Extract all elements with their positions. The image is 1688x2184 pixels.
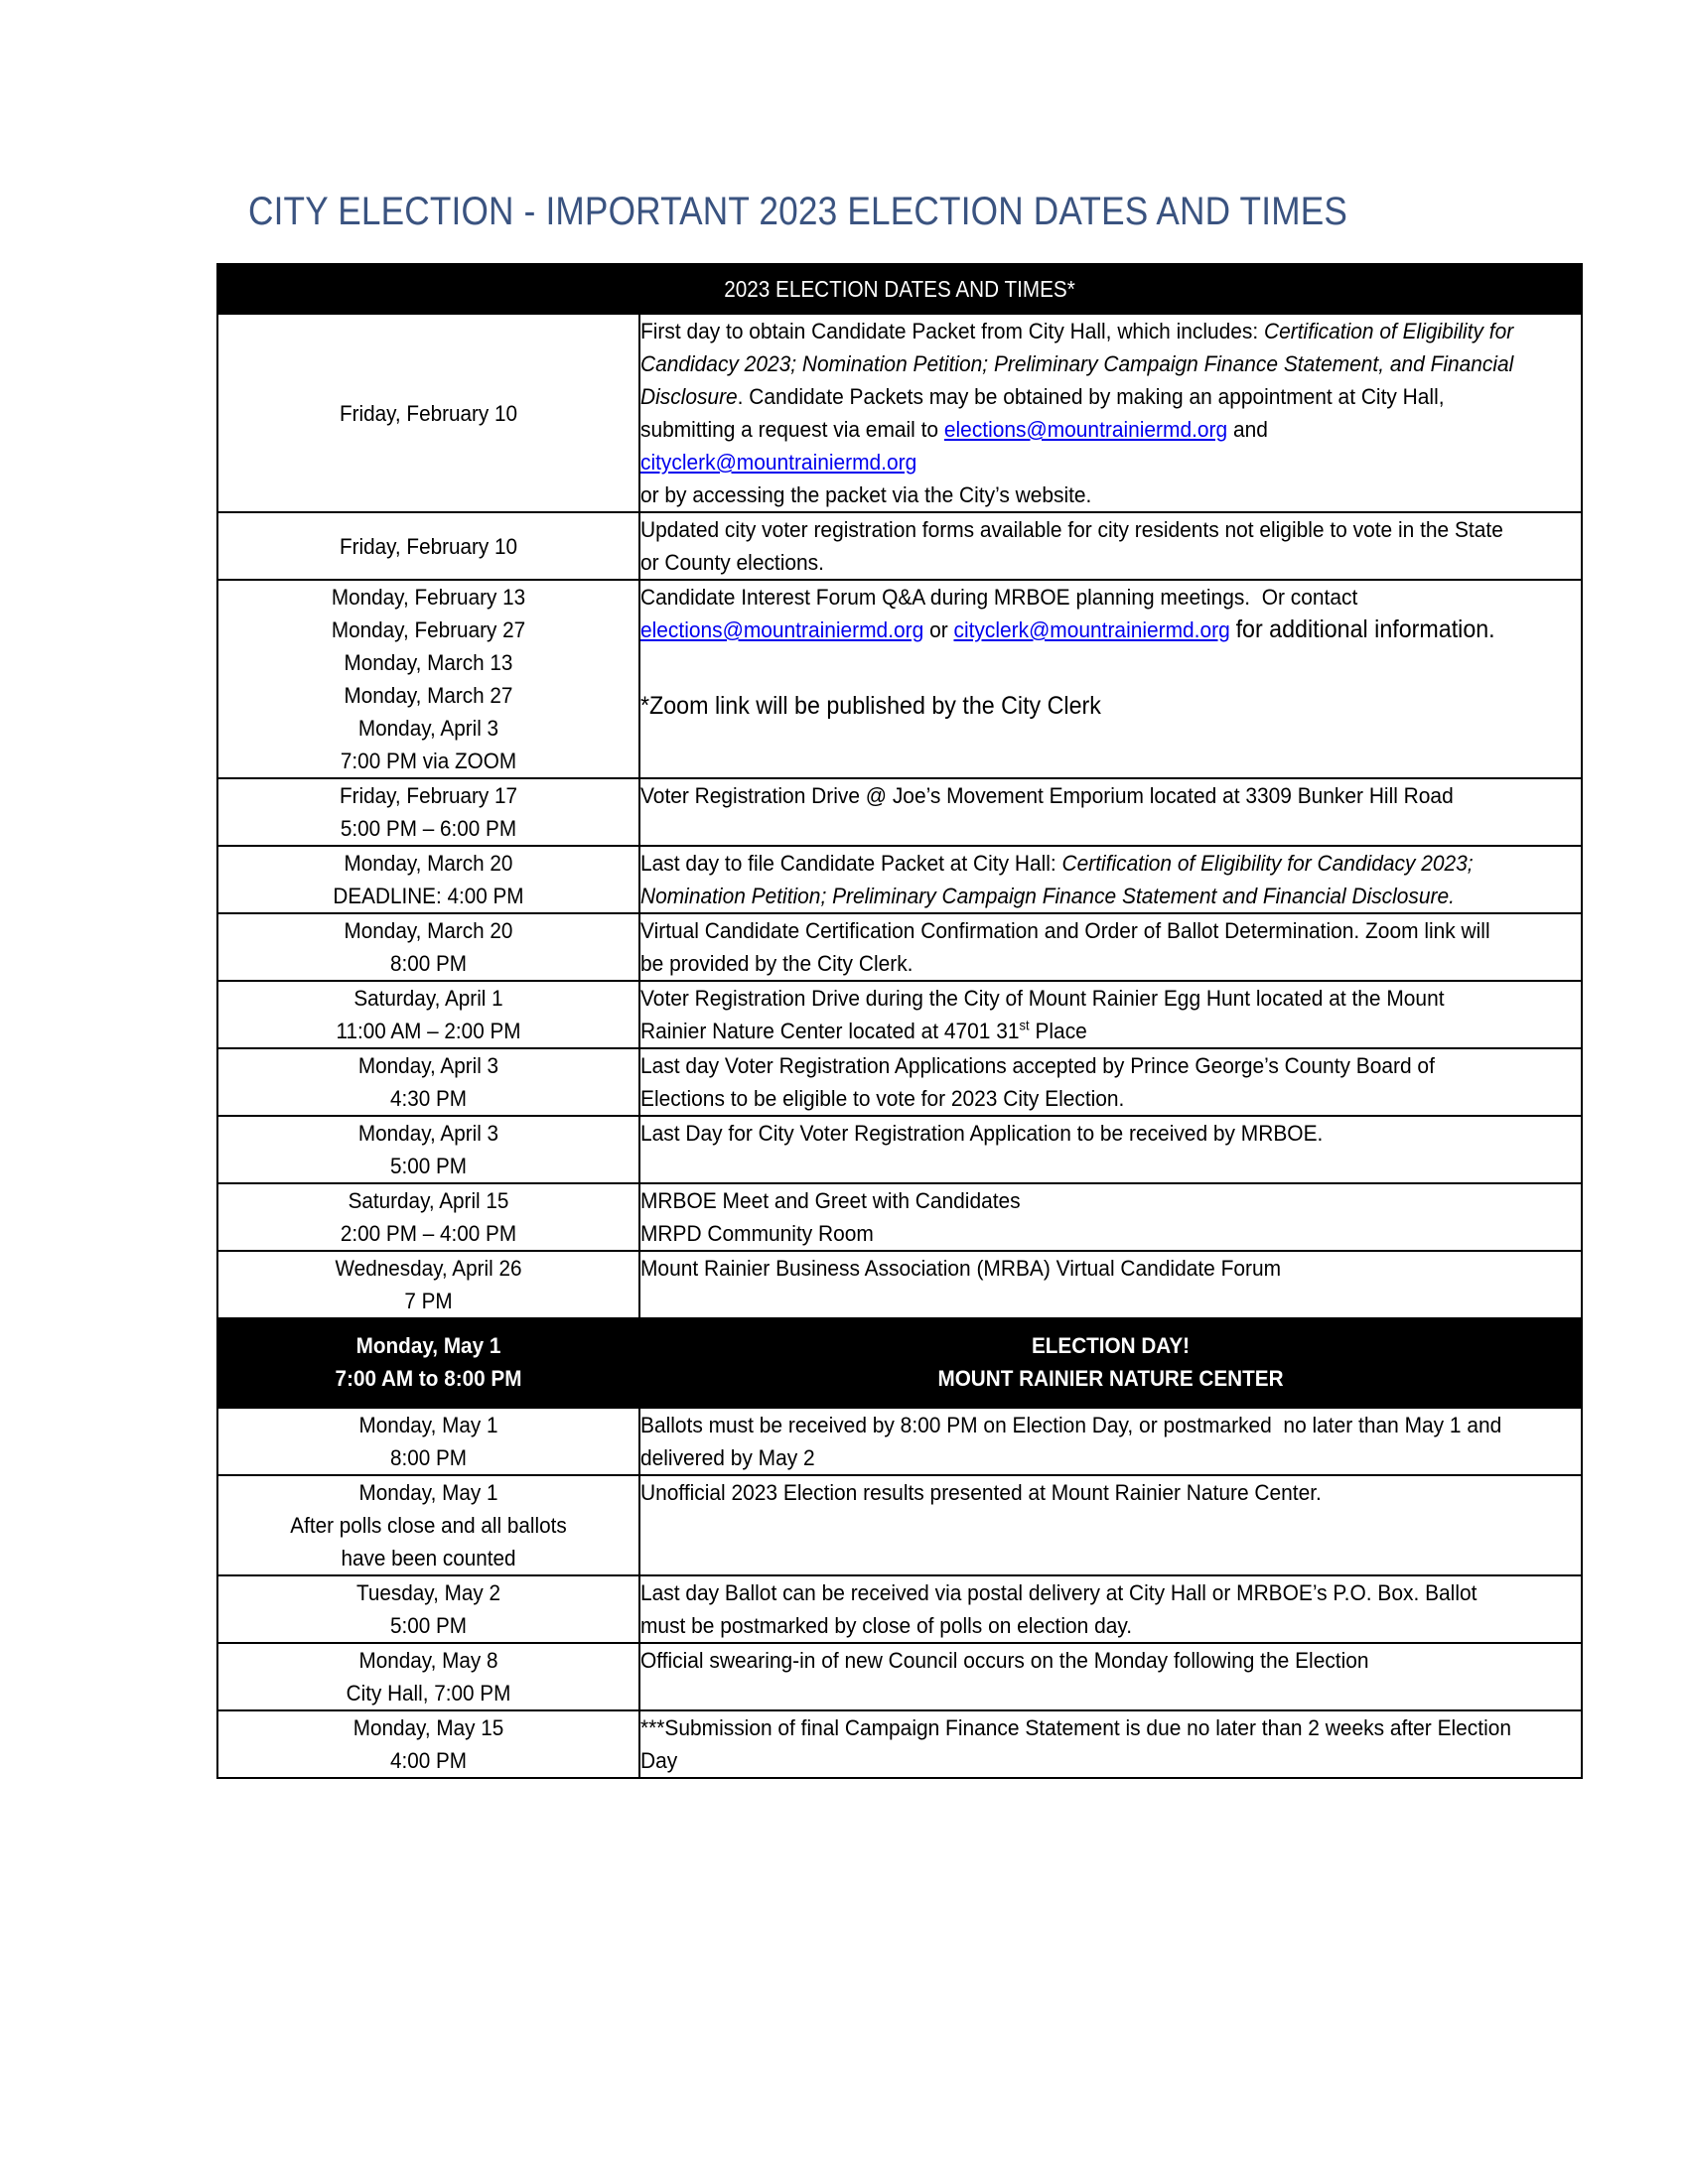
table-row [217,913,1582,981]
row-description-cell [639,846,1582,913]
row-date-cell [217,512,639,580]
table-row [217,981,1582,1048]
row-description-cell [639,1408,1582,1475]
row-description-text: Last Day for City Voter Registration Application to be received by MRBOE. [640,1121,1324,1146]
table-row [217,512,1582,580]
row-date-cell [217,1183,639,1251]
row-date-cell [217,1643,639,1710]
row-date-text: Monday, May 1 After polls close and all ballots have been counted [290,1480,567,1570]
row-description-text: MRBOE Meet and Greet with Candidates MRPD Community Room [640,1188,1021,1246]
row-date-cell [217,1116,639,1183]
row-description-text: Candidate Interest Forum Q&A during MRBOE planning meetings. Or contact elections@mountrainiermd.org or cityclerk@mountrainiermd.org for additional information. *Zoom link will be published by the City Clerk [640,585,1495,720]
row-description-text: Unofficial 2023 Election results presented at Mount Rainier Nature Center. [640,1480,1322,1505]
email-link-cityclerk[interactable]: cityclerk@mountrainiermd.org [640,450,917,475]
row-description-cell [639,512,1582,580]
row-date-cell [217,580,639,778]
row-description-cell [639,1710,1582,1778]
row-description-text: Official swearing-in of new Council occurs on the Monday following the Election [640,1648,1369,1673]
row-date-text: Friday, February 10 [339,533,518,559]
table-row [217,1251,1582,1318]
row-date-text: Monday, May 8 City Hall, 7:00 PM [346,1648,511,1706]
table-row [217,1318,1582,1408]
table-row [217,580,1582,778]
row-date-text: Wednesday, April 26 7 PM [335,1256,522,1313]
row-description-cell [639,1116,1582,1183]
row-description-text: Ballots must be received by 8:00 PM on Election Day, or postmarked no later than May 1 and delivered by May 2 [640,1413,1502,1470]
row-date-text: Monday, March 20 8:00 PM [344,918,513,976]
row-description-text: Last day Voter Registration Applications accepted by Prince George’s County Board of Elections to be eligible to vote for 2023 City Election. [640,1053,1435,1111]
row-date-text: Saturday, April 15 2:00 PM – 4:00 PM [340,1188,517,1246]
row-date-text: Monday, May 1 7:00 AM to 8:00 PM [335,1333,522,1391]
table-row [217,846,1582,913]
row-description-cell [639,913,1582,981]
row-description-cell [639,1318,1582,1408]
row-description-text: Last day to file Candidate Packet at City Hall: Certification of Eligibility for Candidacy 2023; Nomination Petition; Preliminary Campaign Finance Statement and Financial Disclosure. [640,851,1474,908]
email-link-cityclerk[interactable]: cityclerk@mountrainiermd.org [953,617,1230,642]
row-date-text: Tuesday, May 2 5:00 PM [356,1580,500,1638]
table-row [217,1183,1582,1251]
row-date-cell [217,1318,639,1408]
row-date-cell [217,1408,639,1475]
row-date-cell [217,913,639,981]
row-description-text: Mount Rainier Business Association (MRBA) Virtual Candidate Forum [640,1256,1282,1281]
row-description-cell [639,1251,1582,1318]
row-description-cell [639,1643,1582,1710]
row-date-cell [217,846,639,913]
table-body [217,264,1582,1778]
row-description-text: Virtual Candidate Certification Confirmation and Order of Ballot Determination. Zoom link will be provided by the City Clerk. [640,918,1490,976]
row-description-cell [639,778,1582,846]
row-description-cell [639,981,1582,1048]
election-dates-table [216,263,1583,1779]
row-date-text: Saturday, April 1 11:00 AM – 2:00 PM [336,986,521,1043]
row-description-cell [639,1475,1582,1575]
table-row [217,1408,1582,1475]
page-title: CITY ELECTION - IMPORTANT 2023 ELECTION DATES AND TIMES [248,190,1347,233]
row-date-text: Monday, February 13 Monday, February 27 Monday, March 13 Monday, March 27 Monday, April 3 7:00 PM via ZOOM [331,585,526,773]
row-description-text: ***Submission of final Campaign Finance Statement is due no later than 2 weeks after Election Day [640,1715,1512,1773]
table-row [217,1048,1582,1116]
row-description-cell [639,314,1582,512]
row-date-cell [217,778,639,846]
table-row [217,1643,1582,1710]
table-row [217,314,1582,512]
row-date-cell [217,1475,639,1575]
table-row [217,778,1582,846]
table-row [217,1710,1582,1778]
row-description-cell [639,1183,1582,1251]
row-description-text: Voter Registration Drive @ Joe’s Movement Emporium located at 3309 Bunker Hill Road [640,783,1454,808]
row-description-cell [639,1575,1582,1643]
row-date-cell [217,1575,639,1643]
row-description-text: ELECTION DAY! MOUNT RAINIER NATURE CENTER [937,1333,1284,1391]
row-date-cell [217,981,639,1048]
table-header-cell [217,264,1582,314]
row-date-cell [217,1710,639,1778]
row-date-cell [217,314,639,512]
row-date-text: Monday, March 20 DEADLINE: 4:00 PM [333,851,524,908]
row-description-text: Voter Registration Drive during the City of Mount Rainier Egg Hunt located at the Mount Rainier Nature Center located at 4701 31st Place [640,986,1445,1043]
table-header-label: 2023 ELECTION DATES AND TIMES* [724,276,1075,302]
row-description-cell [639,580,1582,778]
email-link-elections[interactable]: elections@mountrainiermd.org [640,617,924,642]
row-date-text: Friday, February 10 [339,400,518,426]
row-description-text: Last day Ballot can be received via postal delivery at City Hall or MRBOE’s P.O. Box. Ballot must be postmarked by close of polls on election day. [640,1580,1477,1638]
row-date-text: Friday, February 17 5:00 PM – 6:00 PM [339,783,518,841]
row-description-cell [639,1048,1582,1116]
row-date-text: Monday, May 15 4:00 PM [352,1715,504,1773]
row-description-text: First day to obtain Candidate Packet from City Hall, which includes: Certification of Eligibility for Candidacy 2023; Nomination Petition; Preliminary Campaign Finance Statement, and Financial Disclosure. Candidate Packets may be obtained by making an appointment at City Hall, submitting a request via email to elections@mountrainiermd.org and cityclerk@mountrainiermd.org or by accessing the packet via the City’s website. [640,319,1514,507]
row-description-text: Updated city voter registration forms available for city residents not eligible to vote in the State or County elections. [640,517,1503,575]
row-date-cell [217,1251,639,1318]
row-date-text: Monday, April 3 4:30 PM [357,1053,499,1111]
row-date-cell [217,1048,639,1116]
row-date-text: Monday, May 1 8:00 PM [358,1413,498,1470]
table-row [217,1575,1582,1643]
email-link-elections[interactable]: elections@mountrainiermd.org [943,417,1228,442]
row-date-text: Monday, April 3 5:00 PM [357,1121,499,1178]
table-header-row [217,264,1582,314]
table-row [217,1116,1582,1183]
table-row [217,1475,1582,1575]
